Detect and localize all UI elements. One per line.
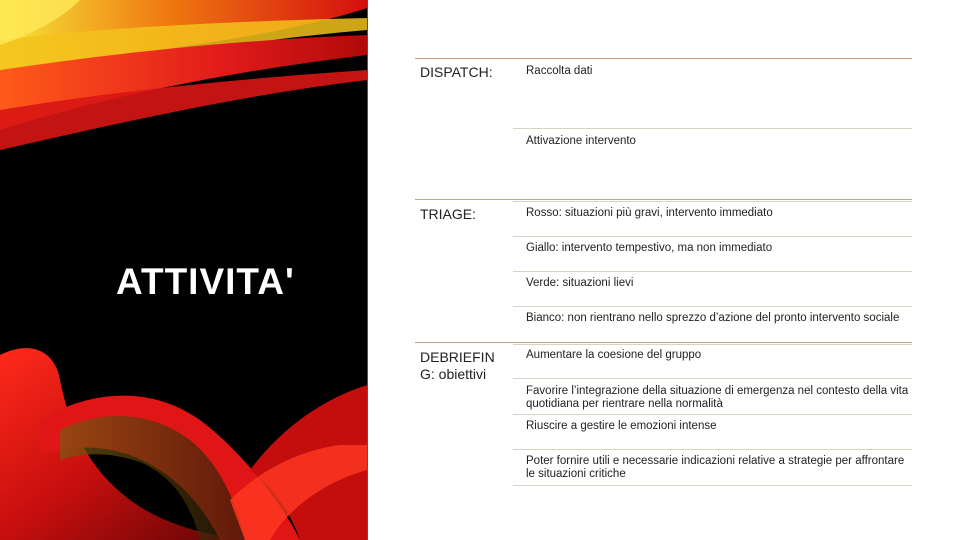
list-item: Favorire l’integrazione della situazione di emergenza nel contesto della vita quotidiana per rientrare nella normalità	[526, 385, 909, 410]
item-divider	[513, 271, 912, 272]
list-item: Aumentare la coesione del gruppo	[526, 349, 702, 361]
list-item: Attivazione intervento	[526, 135, 636, 147]
section-label-triage: TRIAGE:	[420, 206, 477, 222]
table-bottom-border	[513, 485, 912, 486]
section-label-debriefing: DEBRIEFIN G: obiettivi	[420, 349, 495, 382]
list-item: Rosso: situazioni più gravi, intervento immediato	[526, 207, 773, 219]
section-divider-inner	[513, 344, 912, 345]
item-divider	[513, 236, 912, 237]
list-item: Bianco: non rientrano nello sprezzo d’azione del pronto intervento sociale	[526, 312, 900, 324]
list-item: Raccolta dati	[526, 65, 593, 77]
slide-title: ATTIVITA'	[116, 261, 295, 302]
list-item: Giallo: intervento tempestivo, ma non immediato	[526, 242, 773, 254]
section-divider-inner	[513, 201, 912, 202]
list-item: Poter fornire utili e necessarie indicazioni relative a strategie per affrontare le situazioni critiche	[526, 455, 905, 480]
section-label-dispatch: DISPATCH:	[420, 64, 493, 80]
section-divider	[415, 342, 912, 343]
item-divider	[513, 378, 912, 379]
section-divider	[415, 199, 912, 200]
item-divider	[513, 449, 912, 450]
list-item: Riuscire a gestire le emozioni intense	[526, 420, 717, 432]
item-divider	[513, 414, 912, 415]
item-divider	[513, 128, 912, 129]
item-divider	[513, 306, 912, 307]
list-item: Verde: situazioni lievi	[526, 277, 634, 289]
table-top-border	[415, 58, 912, 59]
